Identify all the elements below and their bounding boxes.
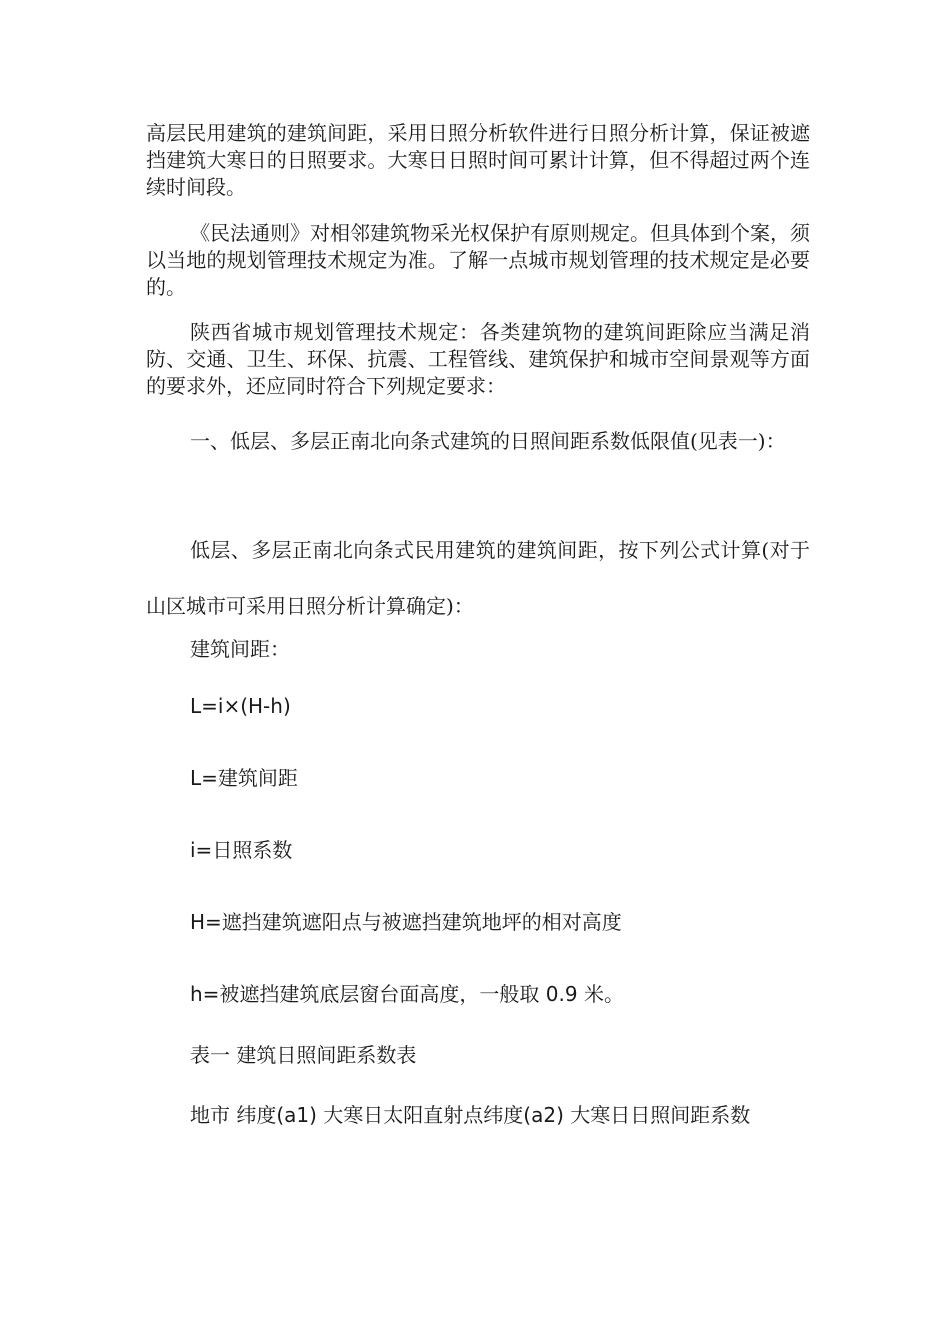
formula-def-L: L=建筑间距 — [190, 766, 298, 790]
paragraph-spacing-coefficient: 一、低层、多层正南北向条式建筑的日照间距系数低限值(见表一)： — [190, 429, 786, 453]
formula-main: L=i×(H-h) — [190, 694, 291, 718]
table-title: 表一 建筑日照间距系数表 — [190, 1043, 417, 1067]
formula-def-h: h=被遮挡建筑底层窗台面高度，一般取 0.9 米。 — [190, 982, 624, 1006]
table-header-row: 地市 纬度(a1) 大寒日太阳直射点纬度(a2) 大寒日日照间距系数 — [190, 1103, 751, 1127]
label-building-spacing: 建筑间距： — [190, 637, 290, 661]
formula-def-H: H=遮挡建筑遮阳点与被遮挡建筑地坪的相对高度 — [190, 910, 622, 934]
paragraph-formula-intro: 低层、多层正南北向条式民用建筑的建筑间距，按下列公式计算(对于山区城市可采用日照分析计算确定)： — [146, 538, 810, 618]
paragraph-high-rise-spacing: 高层民用建筑的建筑间距，采用日照分析软件进行日照分析计算，保证被遮挡建筑大寒日的日照要求。大寒日日照时间可累计计算，但不得超过两个连续时间段。 — [146, 121, 810, 199]
formula-def-i: i=日照系数 — [190, 838, 293, 862]
paragraph-civil-law: 《民法通则》对相邻建筑物采光权保护有原则规定。但具体到个案，须以当地的规划管理技术规定为准。了解一点城市规划管理的技术规定是必要的。 — [146, 221, 810, 299]
paragraph-shaanxi-regulation: 陕西省城市规划管理技术规定：各类建筑物的建筑间距除应当满足消防、交通、卫生、环保、抗震、工程管线、建筑保护和城市空间景观等方面的要求外，还应同时符合下列规定要求： — [146, 320, 810, 398]
